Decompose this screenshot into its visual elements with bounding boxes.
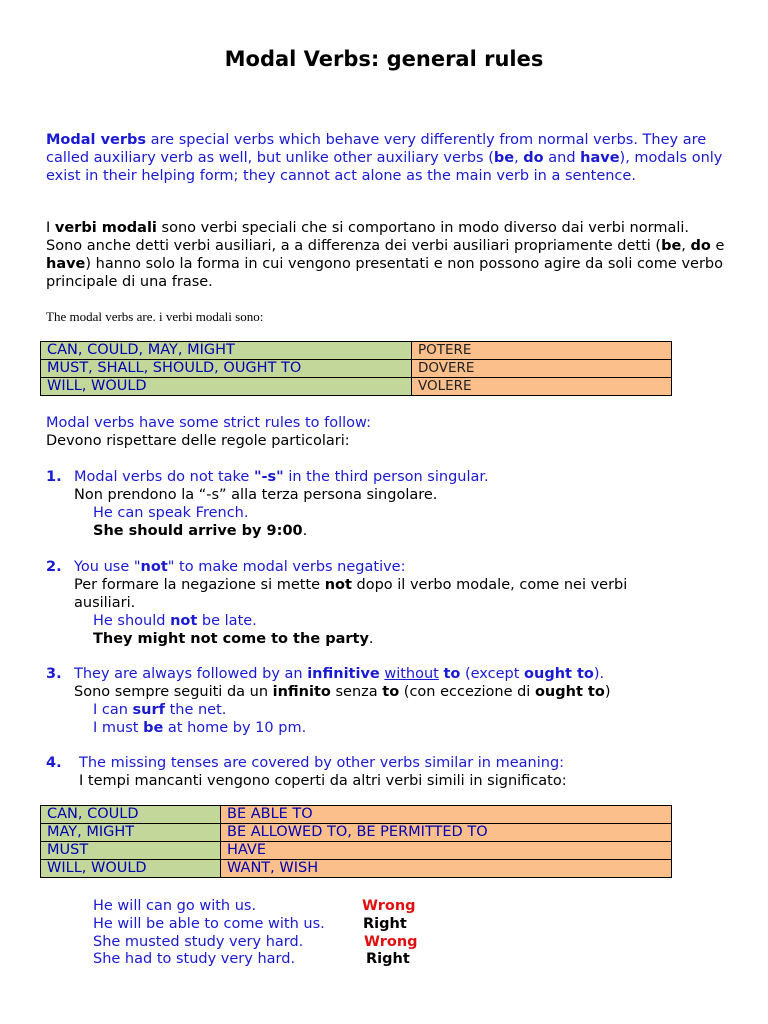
table-row	[41, 806, 672, 824]
rules-intro-english: Modal verbs have some strict rules to follow:	[46, 415, 371, 431]
table-row	[41, 842, 672, 860]
page-title: Modal Verbs: general rules	[224, 47, 544, 71]
rule-3-number: 3.	[46, 666, 62, 682]
example-sentence: She musted study very hard.	[93, 934, 304, 950]
table-cell-substitute: BE ABLE TO	[221, 806, 672, 824]
rule-2-number: 2.	[46, 559, 62, 575]
rule-2-italian-cont: ausiliari.	[74, 595, 136, 611]
rule-3-example-2: I must be at home by 10 pm.	[93, 720, 307, 736]
rule-1-example-1: He can speak French.	[93, 505, 249, 521]
verdict-wrong: Wrong	[362, 898, 416, 914]
intro-english: Modal verbs are special verbs which behave very differently from normal verbs. They are called auxiliary verb as well, but unlike other auxiliary verbs (be, do and have), modals only exist in their helping form; they cannot act alone as the main verb in a sentence.	[46, 132, 723, 184]
term-modal-verbs: Modal verbs	[46, 132, 147, 148]
missing-tenses-table	[40, 805, 672, 878]
rule-4-number: 4.	[46, 755, 62, 771]
table-cell-substitute: WANT, WISH	[221, 860, 672, 878]
table-cell-verbs: WILL, WOULD	[41, 378, 412, 396]
intro-italian: I verbi modali sono verbi speciali che si comportano in modo diverso dai verbi normali. Sono anche detti verbi ausiliari, a a differenza dei verbi ausiliari propriamente detti (be, do e have) hanno solo la forma in cui vengono presentati e non possono agire da soli come verbo principale di una frase.	[46, 220, 725, 290]
rule-3-italian: Sono sempre seguiti da un infinito senza to (con eccezione di ought to)	[74, 684, 611, 700]
table-cell-meaning: VOLERE	[412, 378, 672, 396]
modal-list-intro: The modal verbs are. i verbi modali sono:	[46, 309, 264, 324]
table-cell-modal: CAN, COULD	[41, 806, 221, 824]
rule-2-italian: Per formare la negazione si mette not dopo il verbo modale, come nei verbi	[74, 577, 628, 593]
table-cell-modal: MAY, MIGHT	[41, 824, 221, 842]
table-row	[41, 824, 672, 842]
example-sentence: He will can go with us.	[93, 898, 257, 914]
rule-4-italian: I tempi mancanti vengono coperti da altri verbi simili in significato:	[79, 773, 567, 789]
example-sentence: She had to study very hard.	[93, 951, 296, 967]
verdict-right: Right	[366, 951, 410, 967]
table-cell-modal: WILL, WOULD	[41, 860, 221, 878]
rule-2-example-1: He should not be late.	[93, 613, 257, 629]
table-cell-substitute: HAVE	[221, 842, 672, 860]
table-cell-substitute: BE ALLOWED TO, BE PERMITTED TO	[221, 824, 672, 842]
table-cell-modal: MUST	[41, 842, 221, 860]
table-cell-meaning: POTERE	[412, 342, 672, 360]
table-cell-meaning: DOVERE	[412, 360, 672, 378]
table-row	[41, 378, 672, 396]
rule-3-example-1: I can surf the net.	[93, 702, 227, 718]
table-row	[41, 360, 672, 378]
verdict-wrong: Wrong	[364, 934, 418, 950]
rule-1-example-2: She should arrive by 9:00.	[93, 523, 308, 539]
table-row	[41, 342, 672, 360]
table-cell-verbs: CAN, COULD, MAY, MIGHT	[41, 342, 412, 360]
modal-verbs-table	[40, 341, 672, 396]
example-sentence: He will be able to come with us.	[93, 916, 325, 932]
rule-4-english: The missing tenses are covered by other verbs similar in meaning:	[79, 755, 565, 771]
table-row	[41, 860, 672, 878]
table-cell-verbs: MUST, SHALL, SHOULD, OUGHT TO	[41, 360, 412, 378]
rule-3-english: They are always followed by an infinitive without to (except ought to).	[74, 666, 605, 682]
rule-1-number: 1.	[46, 469, 62, 485]
rule-1-italian: Non prendono la “-s” alla terza persona singolare.	[74, 487, 438, 503]
rules-intro-italian: Devono rispettare delle regole particolari:	[46, 433, 350, 449]
rule-1-english: Modal verbs do not take "-s" in the third person singular.	[74, 469, 489, 485]
verdict-right: Right	[363, 916, 407, 932]
rule-2-english: You use "not" to make modal verbs negative:	[74, 559, 406, 575]
rule-2-example-2: They might not come to the party.	[93, 631, 374, 647]
